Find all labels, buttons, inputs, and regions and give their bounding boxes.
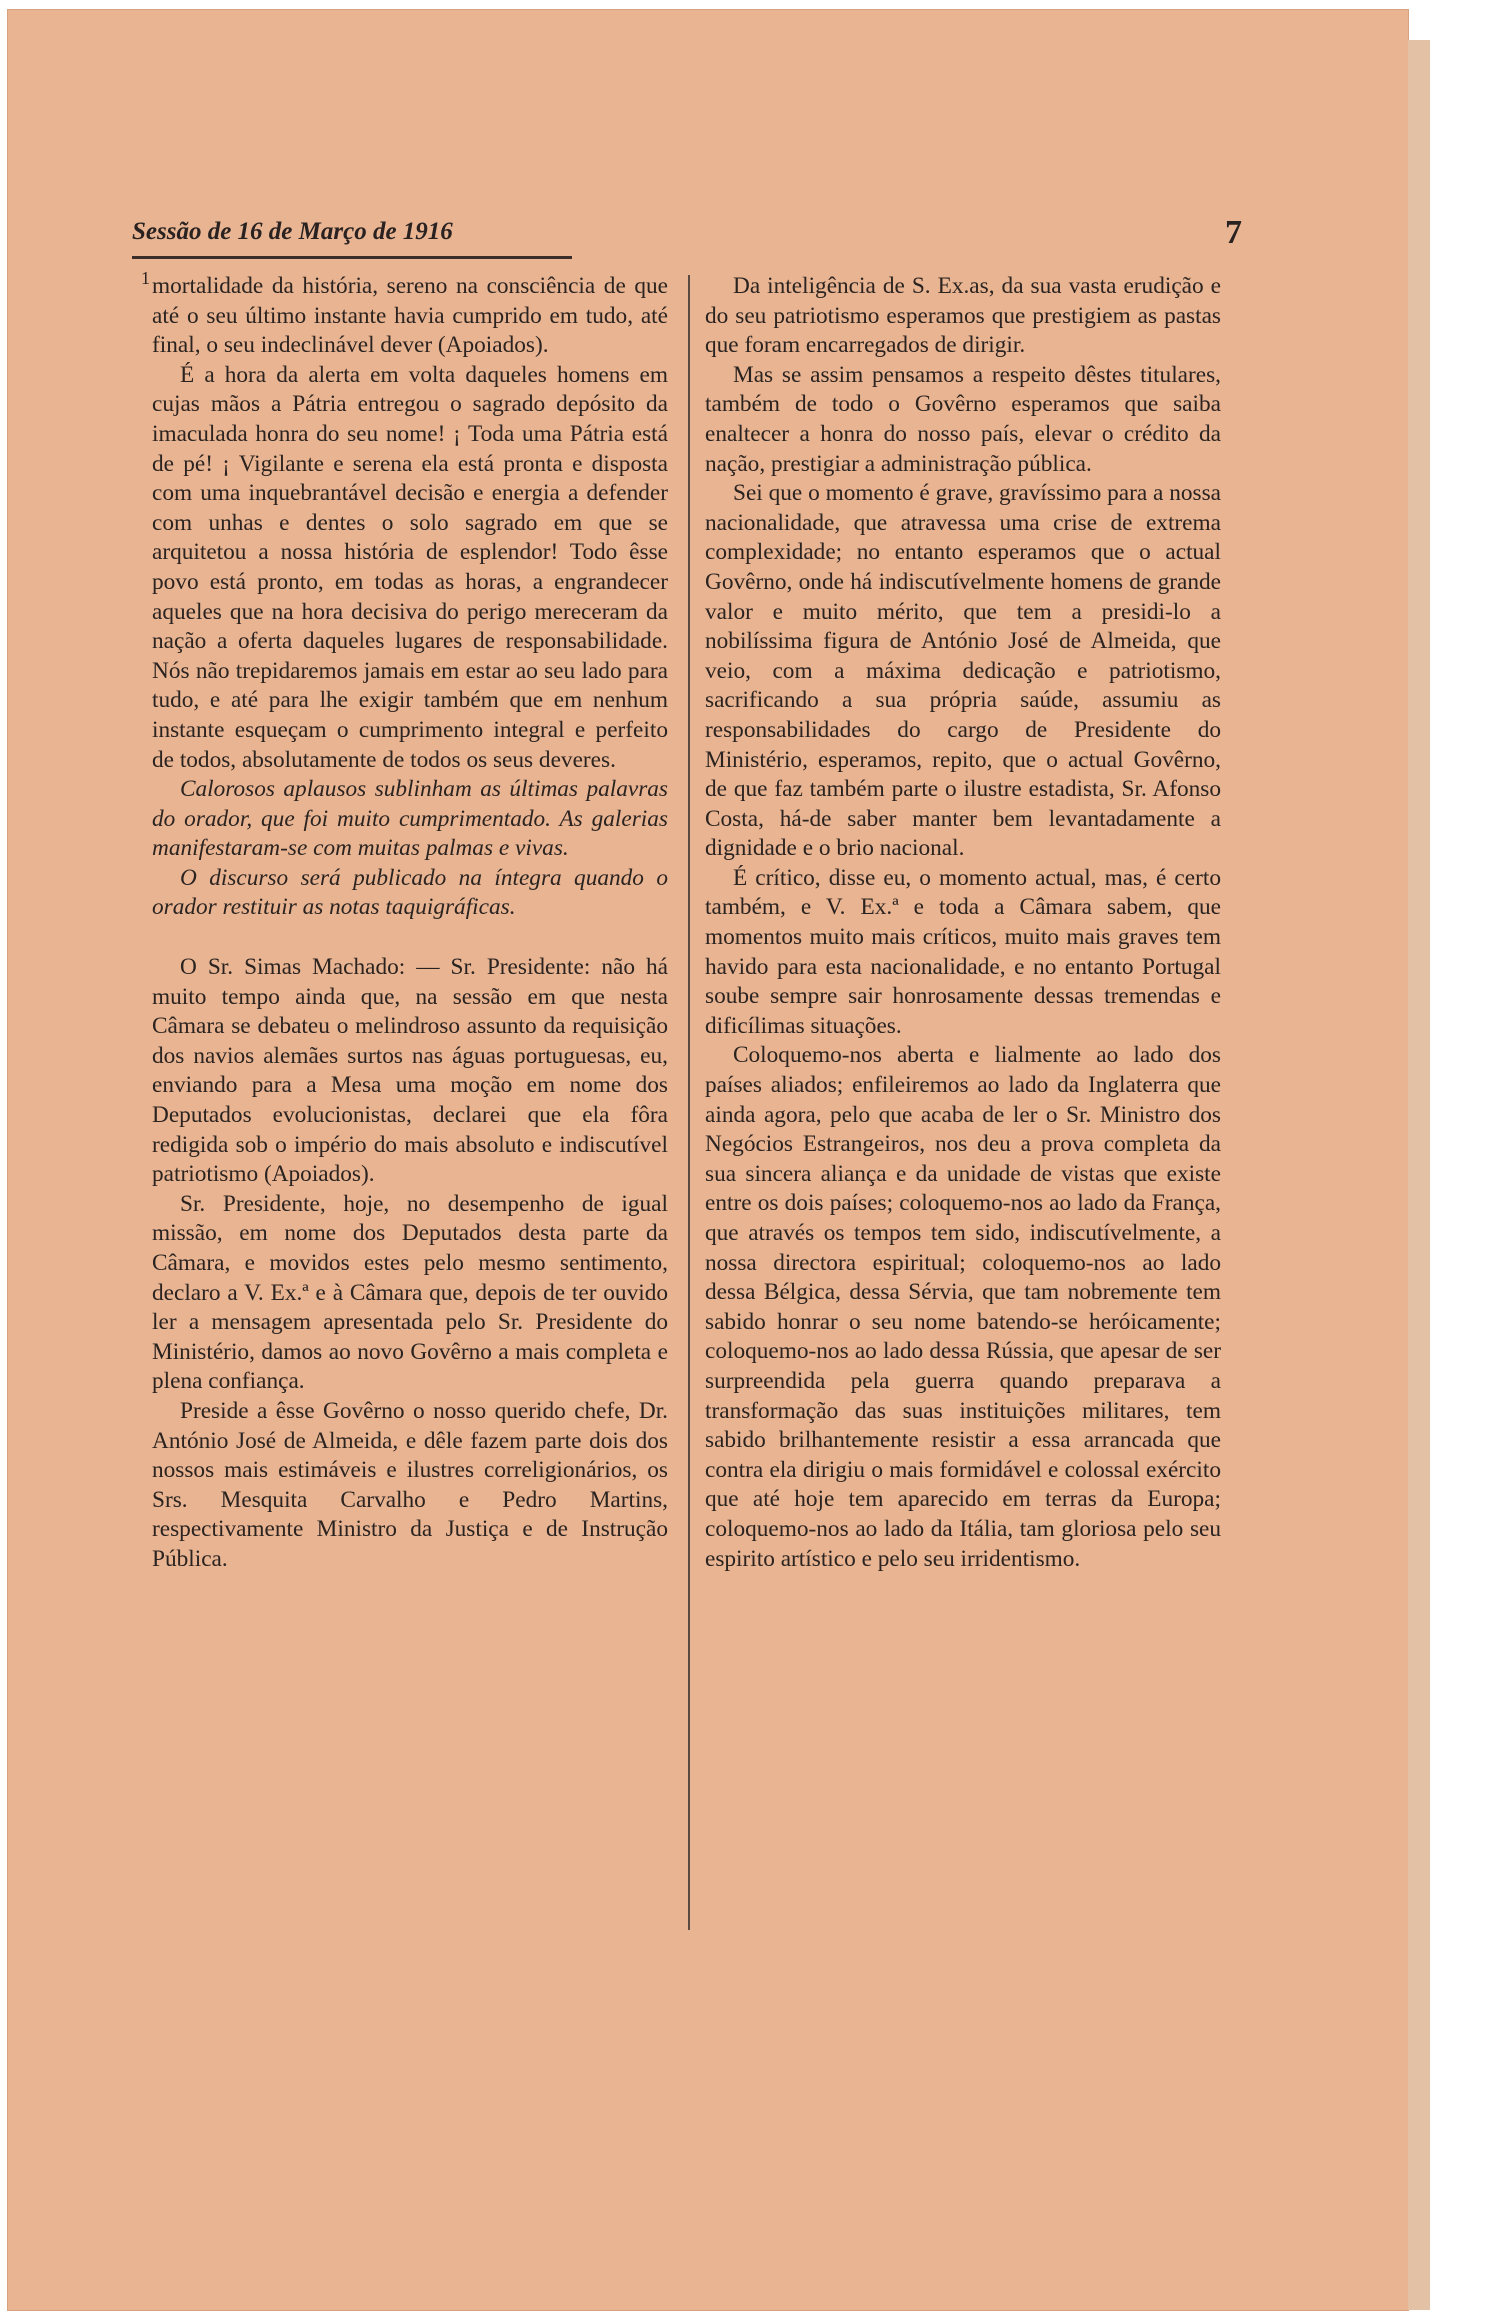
right-column	[705, 272, 1221, 1574]
paragraph: Preside a êsse Govêrno o nosso querido chefe, Dr. António José de Almeida, e dêle fazem parte dois dos nossos mais estimáveis e ilustres correligionários, os Srs. Mesquita Carvalho e Pedro Martins, respectivamente Ministro da Justiça e de Instrução Pública.	[152, 1397, 668, 1572]
stage-direction: Calorosos aplausos sublinham as últimas palavras do orador, que foi muito cumprimentado. As galerias manifestaram-se com muitas palmas e vivas.	[152, 776, 668, 862]
page-header	[132, 210, 1242, 260]
paper-edge	[1408, 40, 1430, 2310]
column-divider	[688, 275, 690, 1930]
stage-direction: O discurso será publicado na íntegra quando o orador restituir as notas taquigráficas.	[152, 864, 668, 921]
paragraph: Da inteligência de S. Ex.as, da sua vasta erudição e do seu patriotismo esperamos que prestigiem as pastas que foram encarregados de dirigir.	[705, 273, 1221, 359]
footnote-mark: 1	[141, 268, 150, 288]
paragraph: Mas se assim pensamos a respeito dêstes titulares, também de todo o Govêrno esperamos que saiba enaltecer a honra do nosso país, elevar o crédito da nação, prestigiar a administração pública.	[705, 361, 1221, 477]
spacer	[152, 923, 668, 953]
paragraph: É a hora da alerta em volta daqueles homens em cujas mãos a Pátria entregou o sagrado depósito da imaculada honra do seu nome! ¡ Toda uma Pátria está de pé! ¡ Vigilante e serena ela está pronta e disposta com uma inquebrantável decisão e energia a defender com unhas e dentes o solo sagrado em que se arquitetou a nossa história de esplendor! Todo êsse povo está pronto, em todas as horas, a engrandecer aqueles que na hora decisiva do perigo mereceram da nação a oferta daqueles lugares de responsabilidade. Nós não trepidaremos jamais em estar ao seu lado para tudo, e até para lhe exigir também que em nenhum instante esqueçam o cumprimento integral e perfeito de todos, absolutamente de todos os seus deveres.	[152, 361, 668, 773]
paragraph: É crítico, disse eu, o momento actual, mas, é certo também, e V. Ex.ª e toda a Câmara sabem, que momentos muito mais críticos, muito mais graves tem havido para esta nacionalidade, e no entanto Portugal soube sempre sair honrosamente dessas tremendas e dificílimas situações.	[705, 864, 1221, 1039]
page-number: 7	[1225, 214, 1242, 251]
paragraph: O Sr. Simas Machado: — Sr. Presidente: não há muito tempo ainda que, na sessão em que nesta Câmara se debateu o melindroso assunto da requisição dos navios alemães surtos nas águas portuguesas, eu, enviando para a Mesa uma moção em nome dos Deputados evolucionistas, declarei que ela fôra redigida sob o império do mais absoluto e indiscutível patriotismo (Apoiados).	[152, 954, 668, 1188]
header-rule	[132, 256, 572, 259]
session-title: Sessão de 16 de Março de 1916	[132, 218, 453, 245]
paragraph: Sei que o momento é grave, gravíssimo para a nossa nacionalidade, que atravessa uma crise de extrema complexidade; no entanto esperamos que o actual Govêrno, onde há indiscutívelmente homens de grande valor e muito mérito, que tem a presidi-lo a nobilíssima figura de António José de Almeida, que veio, com a máxima dedicação e patriotismo, sacrificando a sua própria saúde, assumiu as responsabilidades do cargo de Presidente do Ministério, esperamos, repito, que o actual Govêrno, de que faz também parte o ilustre estadista, Sr. Afonso Costa, há-de saber manter bem levantadamente a dignidade e o brio nacional.	[705, 480, 1221, 862]
left-column	[152, 272, 668, 1575]
paragraph: Sr. Presidente, hoje, no desempenho de igual missão, em nome dos Deputados desta parte da Câmara, e movidos estes pelo mesmo sentimento, declaro a V. Ex.ª e à Câmara que, depois de ter ouvido ler a mensagem apresentada pelo Sr. Presidente do Ministério, damos ao novo Govêrno a mais completa e plena confiança.	[152, 1190, 668, 1395]
paragraph: Coloquemo-nos aberta e lialmente ao lado dos países aliados; enfileiremos ao lado da Inglaterra que ainda agora, pelo que acaba de ler o Sr. Ministro dos Negócios Estrangeiros, nos deu a prova completa da sua sincera aliança e da unidade de vistas que existe entre os dois países; coloquemo-nos ao lado da França, que através os tempos tem sido, indiscutívelmente, a nossa directora espiritual; coloquemo-nos ao lado dessa Bélgica, dessa Sérvia, que tam nobremente tem sabido honrar o seu nome batendo-se heróicamente; coloquemo-nos ao lado dessa Rússia, que apesar de ser surpreendida pela guerra quando preparava a transformação das suas instituições militares, tem sabido brilhantemente resistir a essa arrancada que contra ela dirigiu o mais formidável e colossal exército que até hoje tem aparecido em terras da Europa; coloquemo-nos ao lado da Itália, tam gloriosa pelo seu espirito artístico e pelo seu irridentismo.	[705, 1042, 1221, 1572]
paragraph: mortalidade da história, sereno na consciência de que até o seu último instante havia cumprido em tudo, até final, o seu indeclinável dever (Apoiados).	[152, 273, 668, 359]
